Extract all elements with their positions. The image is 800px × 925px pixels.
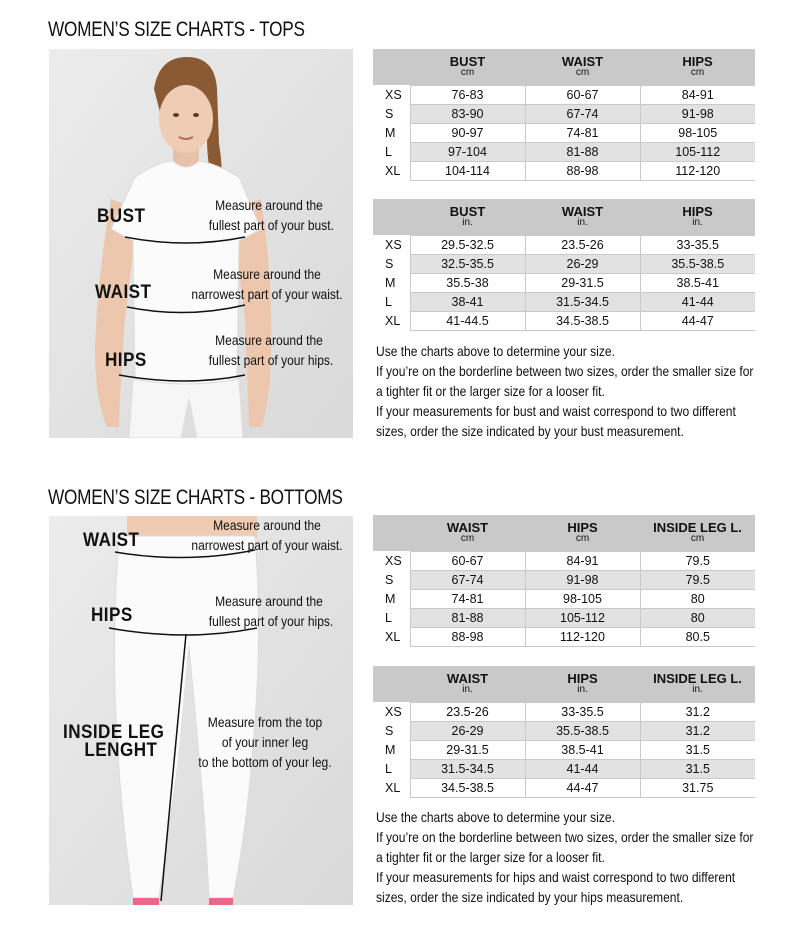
table-row: L 81-88 105-112 80 bbox=[373, 608, 755, 627]
tops-model-photo bbox=[49, 49, 353, 438]
table-row: S 67-74 91-98 79.5 bbox=[373, 570, 755, 589]
bottoms-inside-leg-label: INSIDE LEG LENGHT bbox=[63, 722, 165, 761]
table-row: L 97-104 81-88 105-112 bbox=[373, 142, 755, 161]
column-header: BUST in. bbox=[410, 199, 525, 235]
bottoms-cm-table bbox=[373, 515, 755, 647]
tops-model-illustration bbox=[49, 49, 353, 438]
table-row: S 26-29 35.5-38.5 31.2 bbox=[373, 721, 755, 740]
column-header: HIPS cm bbox=[525, 515, 640, 551]
table-row: S 32.5-35.5 26-29 35.5-38.5 bbox=[373, 254, 755, 273]
table-row: XL 104-114 88-98 112-120 bbox=[373, 161, 755, 180]
table-corner bbox=[373, 515, 410, 551]
column-header: HIPS in. bbox=[640, 199, 755, 235]
table-row: XS 76-83 60-67 84-91 bbox=[373, 85, 755, 104]
tops-title: WOMEN’S SIZE CHARTS - TOPS bbox=[48, 18, 305, 41]
bottoms-inside-leg-note: Measure from the top of your inner leg to the bottom of your leg. bbox=[198, 714, 332, 770]
table-row: M 90-97 74-81 98-105 bbox=[373, 123, 755, 142]
bottoms-model-illustration bbox=[49, 516, 353, 905]
bottoms-instructions: Use the charts above to determine your size. If you’re on the borderline between two sizes, order the smaller size for a tighter fit or the larger size for a looser fit. If your measurements for hips and waist correspond to two different sizes, order the size indicated by your hips measurement. bbox=[376, 809, 754, 905]
table-corner bbox=[373, 49, 410, 85]
tops-instructions: Use the charts above to determine your size. If you’re on the borderline between two sizes, order the smaller size for a tighter fit or the larger size for a looser fit. If your measurements for bust and waist correspond to two different sizes, order the size indicated by your bust measurement. bbox=[376, 343, 754, 439]
column-header: BUST cm bbox=[410, 49, 525, 85]
bottoms-waist-note: Measure around the narrowest part of your waist. bbox=[191, 517, 343, 553]
column-header: WAIST cm bbox=[410, 515, 525, 551]
table-corner bbox=[373, 199, 410, 235]
tops-cm-table bbox=[373, 49, 755, 181]
table-row: XL 34.5-38.5 44-47 31.75 bbox=[373, 778, 755, 797]
table-row: XL 41-44.5 34.5-38.5 44-47 bbox=[373, 311, 755, 330]
bottoms-in-table bbox=[373, 666, 755, 798]
bottoms-model-photo bbox=[49, 516, 353, 905]
column-header: WAIST cm bbox=[525, 49, 640, 85]
table-header-row bbox=[373, 515, 755, 551]
table-row: XS 60-67 84-91 79.5 bbox=[373, 551, 755, 570]
table-header-row bbox=[373, 666, 755, 702]
tops-bust-label: BUST bbox=[97, 206, 146, 227]
column-header: HIPS in. bbox=[525, 666, 640, 702]
tops-hips-label: HIPS bbox=[105, 350, 147, 371]
bottoms-title: WOMEN’S SIZE CHARTS - BOTTOMS bbox=[48, 486, 343, 509]
table-row: M 29-31.5 38.5-41 31.5 bbox=[373, 740, 755, 759]
table-row: M 74-81 98-105 80 bbox=[373, 589, 755, 608]
tops-in-table bbox=[373, 199, 755, 331]
table-row: S 83-90 67-74 91-98 bbox=[373, 104, 755, 123]
tops-waist-note: Measure around the narrowest part of your waist. bbox=[191, 266, 343, 302]
tops-waist-label: WAIST bbox=[95, 282, 152, 303]
table-header-row bbox=[373, 199, 755, 235]
table-row: L 38-41 31.5-34.5 41-44 bbox=[373, 292, 755, 311]
column-header: HIPS cm bbox=[640, 49, 755, 85]
table-row: XS 23.5-26 33-35.5 31.2 bbox=[373, 702, 755, 721]
bottoms-hips-note: Measure around the fullest part of your hips. bbox=[208, 593, 334, 629]
table-header-row bbox=[373, 49, 755, 85]
tops-hips-note: Measure around the fullest part of your hips. bbox=[208, 332, 334, 368]
table-row: XS 29.5-32.5 23.5-26 33-35.5 bbox=[373, 235, 755, 254]
bottoms-waist-label: WAIST bbox=[83, 530, 140, 551]
column-header: INSIDE LEG L. cm bbox=[640, 515, 755, 551]
table-row: M 35.5-38 29-31.5 38.5-41 bbox=[373, 273, 755, 292]
table-row: L 31.5-34.5 41-44 31.5 bbox=[373, 759, 755, 778]
column-header: INSIDE LEG L. in. bbox=[640, 666, 755, 702]
table-corner bbox=[373, 666, 410, 702]
bottoms-hips-label: HIPS bbox=[91, 605, 133, 626]
column-header: WAIST in. bbox=[410, 666, 525, 702]
table-row: XL 88-98 112-120 80.5 bbox=[373, 627, 755, 646]
tops-bust-note: Measure around the fullest part of your bust. bbox=[208, 197, 334, 233]
column-header: WAIST in. bbox=[525, 199, 640, 235]
